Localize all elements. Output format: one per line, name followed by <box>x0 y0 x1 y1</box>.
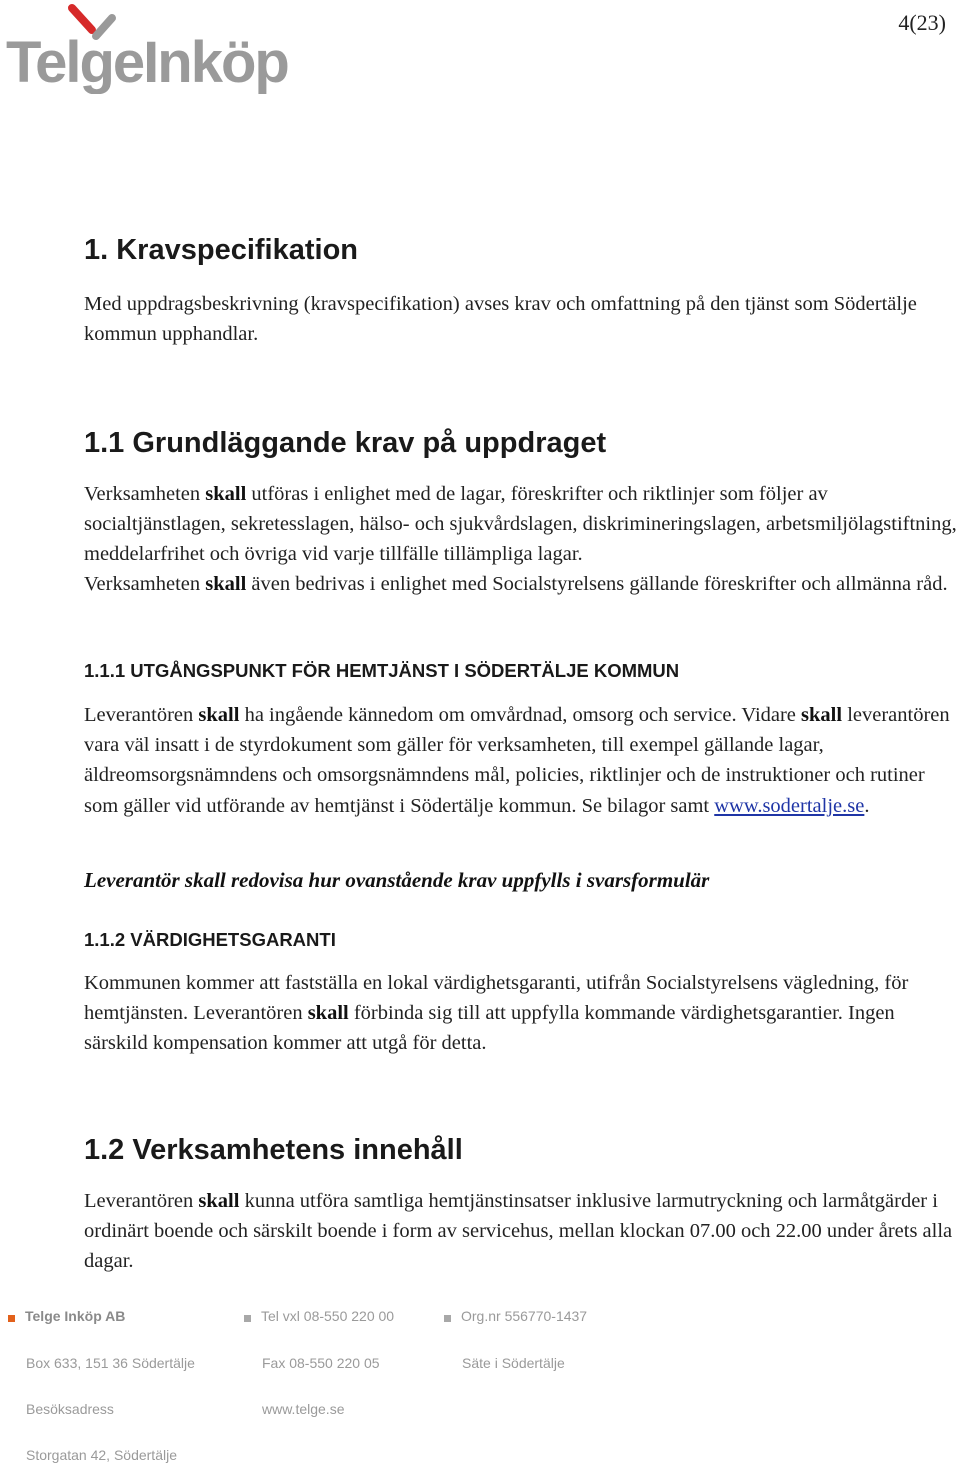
footer-besoksadress-label: Besöksadress <box>26 1401 114 1417</box>
gray-bullet-icon <box>444 1315 451 1322</box>
gray-bullet-icon <box>244 1315 251 1322</box>
footer-phone: Tel vxl 08-550 220 00 <box>244 1308 394 1324</box>
logo-wordmark: TelgeInköp <box>6 30 288 94</box>
heading-utgangspunkt: 1.1.1 UTGÅNGSPUNKT FÖR HEMTJÄNST I SÖDERTÄLJE KOMMUN <box>84 660 680 681</box>
footer-fax: Fax 08-550 220 05 <box>262 1355 380 1371</box>
heading-vardighetsgaranti: 1.1.2 VÄRDIGHETSGARANTI <box>84 929 336 950</box>
link-sodertalje[interactable]: www.sodertalje.se <box>714 794 865 817</box>
heading-verksamhetens-innehall: 1.2 Verksamhetens innehåll <box>84 1134 463 1166</box>
footer-sate: Säte i Södertälje <box>462 1355 565 1371</box>
footer-street-address: Storgatan 42, Södertälje <box>26 1447 177 1463</box>
telge-inkop-logo <box>4 2 294 94</box>
footer-box-address: Box 633, 151 36 Södertälje <box>26 1355 195 1371</box>
paragraph-grundlaggande-2: Verksamheten skall även bedrivas i enlighet med Socialstyrelsens gällande föreskrifter och allmänna råd. <box>84 573 948 595</box>
paragraph-intro: Med uppdragsbeskrivning (kravspecifikation) avses krav och omfattning på den tjänst som Södertälje kommun upphandlar. <box>84 293 917 346</box>
paragraph-grundlaggande-1: Verksamheten skall utföras i enlighet med de lagar, föreskrifter och riktlinjer som följer av socialtjänstlagen, sekretesslagen, hälso- och sjukvårdslagen, diskrimineringslagen, arbetsmiljölagstiftning, meddelarfrihet och övriga vid varje tillfälle tillämpliga lagar. <box>84 483 957 566</box>
bold-skall: skall <box>205 483 247 505</box>
paragraph-verksamhetens-innehall: Leverantören skall kunna utföra samtliga hemtjänstinsatser inklusive larmutryckning och larmåtgärder i ordinärt boende och särskilt boende i form av servicehus, mellan klockan 07.00 och 22.00 under årets alla dagar. <box>84 1190 953 1273</box>
heading-kravspecifikation: 1. Kravspecifikation <box>84 234 358 266</box>
orange-bullet-icon <box>8 1315 15 1322</box>
paragraph-utgangspunkt: Leverantören skall ha ingående kännedom om omvårdnad, omsorg och service. Vidare skall leverantören vara väl insatt i de styrdokument som gäller för verksamheten, till exempel gällande lagar, äldreomsorgsnämndens och omsorgsnämndens mål, policies, riktlinjer och de instruktioner och rutiner som gäller vid utförande av hemtjänst i Södertälje kommun. Se bilagor samt www.sodertalje.se. <box>84 704 950 817</box>
page-number: 4(23) <box>898 10 946 35</box>
paragraph-vardighetsgaranti: Kommunen kommer att fastställa en lokal värdighetsgaranti, utifrån Socialstyrelsens vägledning, för hemtjänsten. Leverantören skall förbinda sig till att uppfylla kommande värdighetsgarantier. Ingen särskild kompensation kommer att utgå för detta. <box>84 972 909 1055</box>
bold-skall: skall <box>205 573 247 595</box>
heading-grundlaggande-krav: 1.1 Grundläggande krav på uppdraget <box>84 427 607 459</box>
footer-website: www.telge.se <box>262 1401 345 1417</box>
footer-orgnr: Org.nr 556770-1437 <box>444 1308 587 1324</box>
footer-company: Telge Inköp AB <box>8 1308 125 1324</box>
emphasis-redovisa: Leverantör skall redovisa hur ovanstående krav uppfylls i svarsformulär <box>84 868 710 892</box>
